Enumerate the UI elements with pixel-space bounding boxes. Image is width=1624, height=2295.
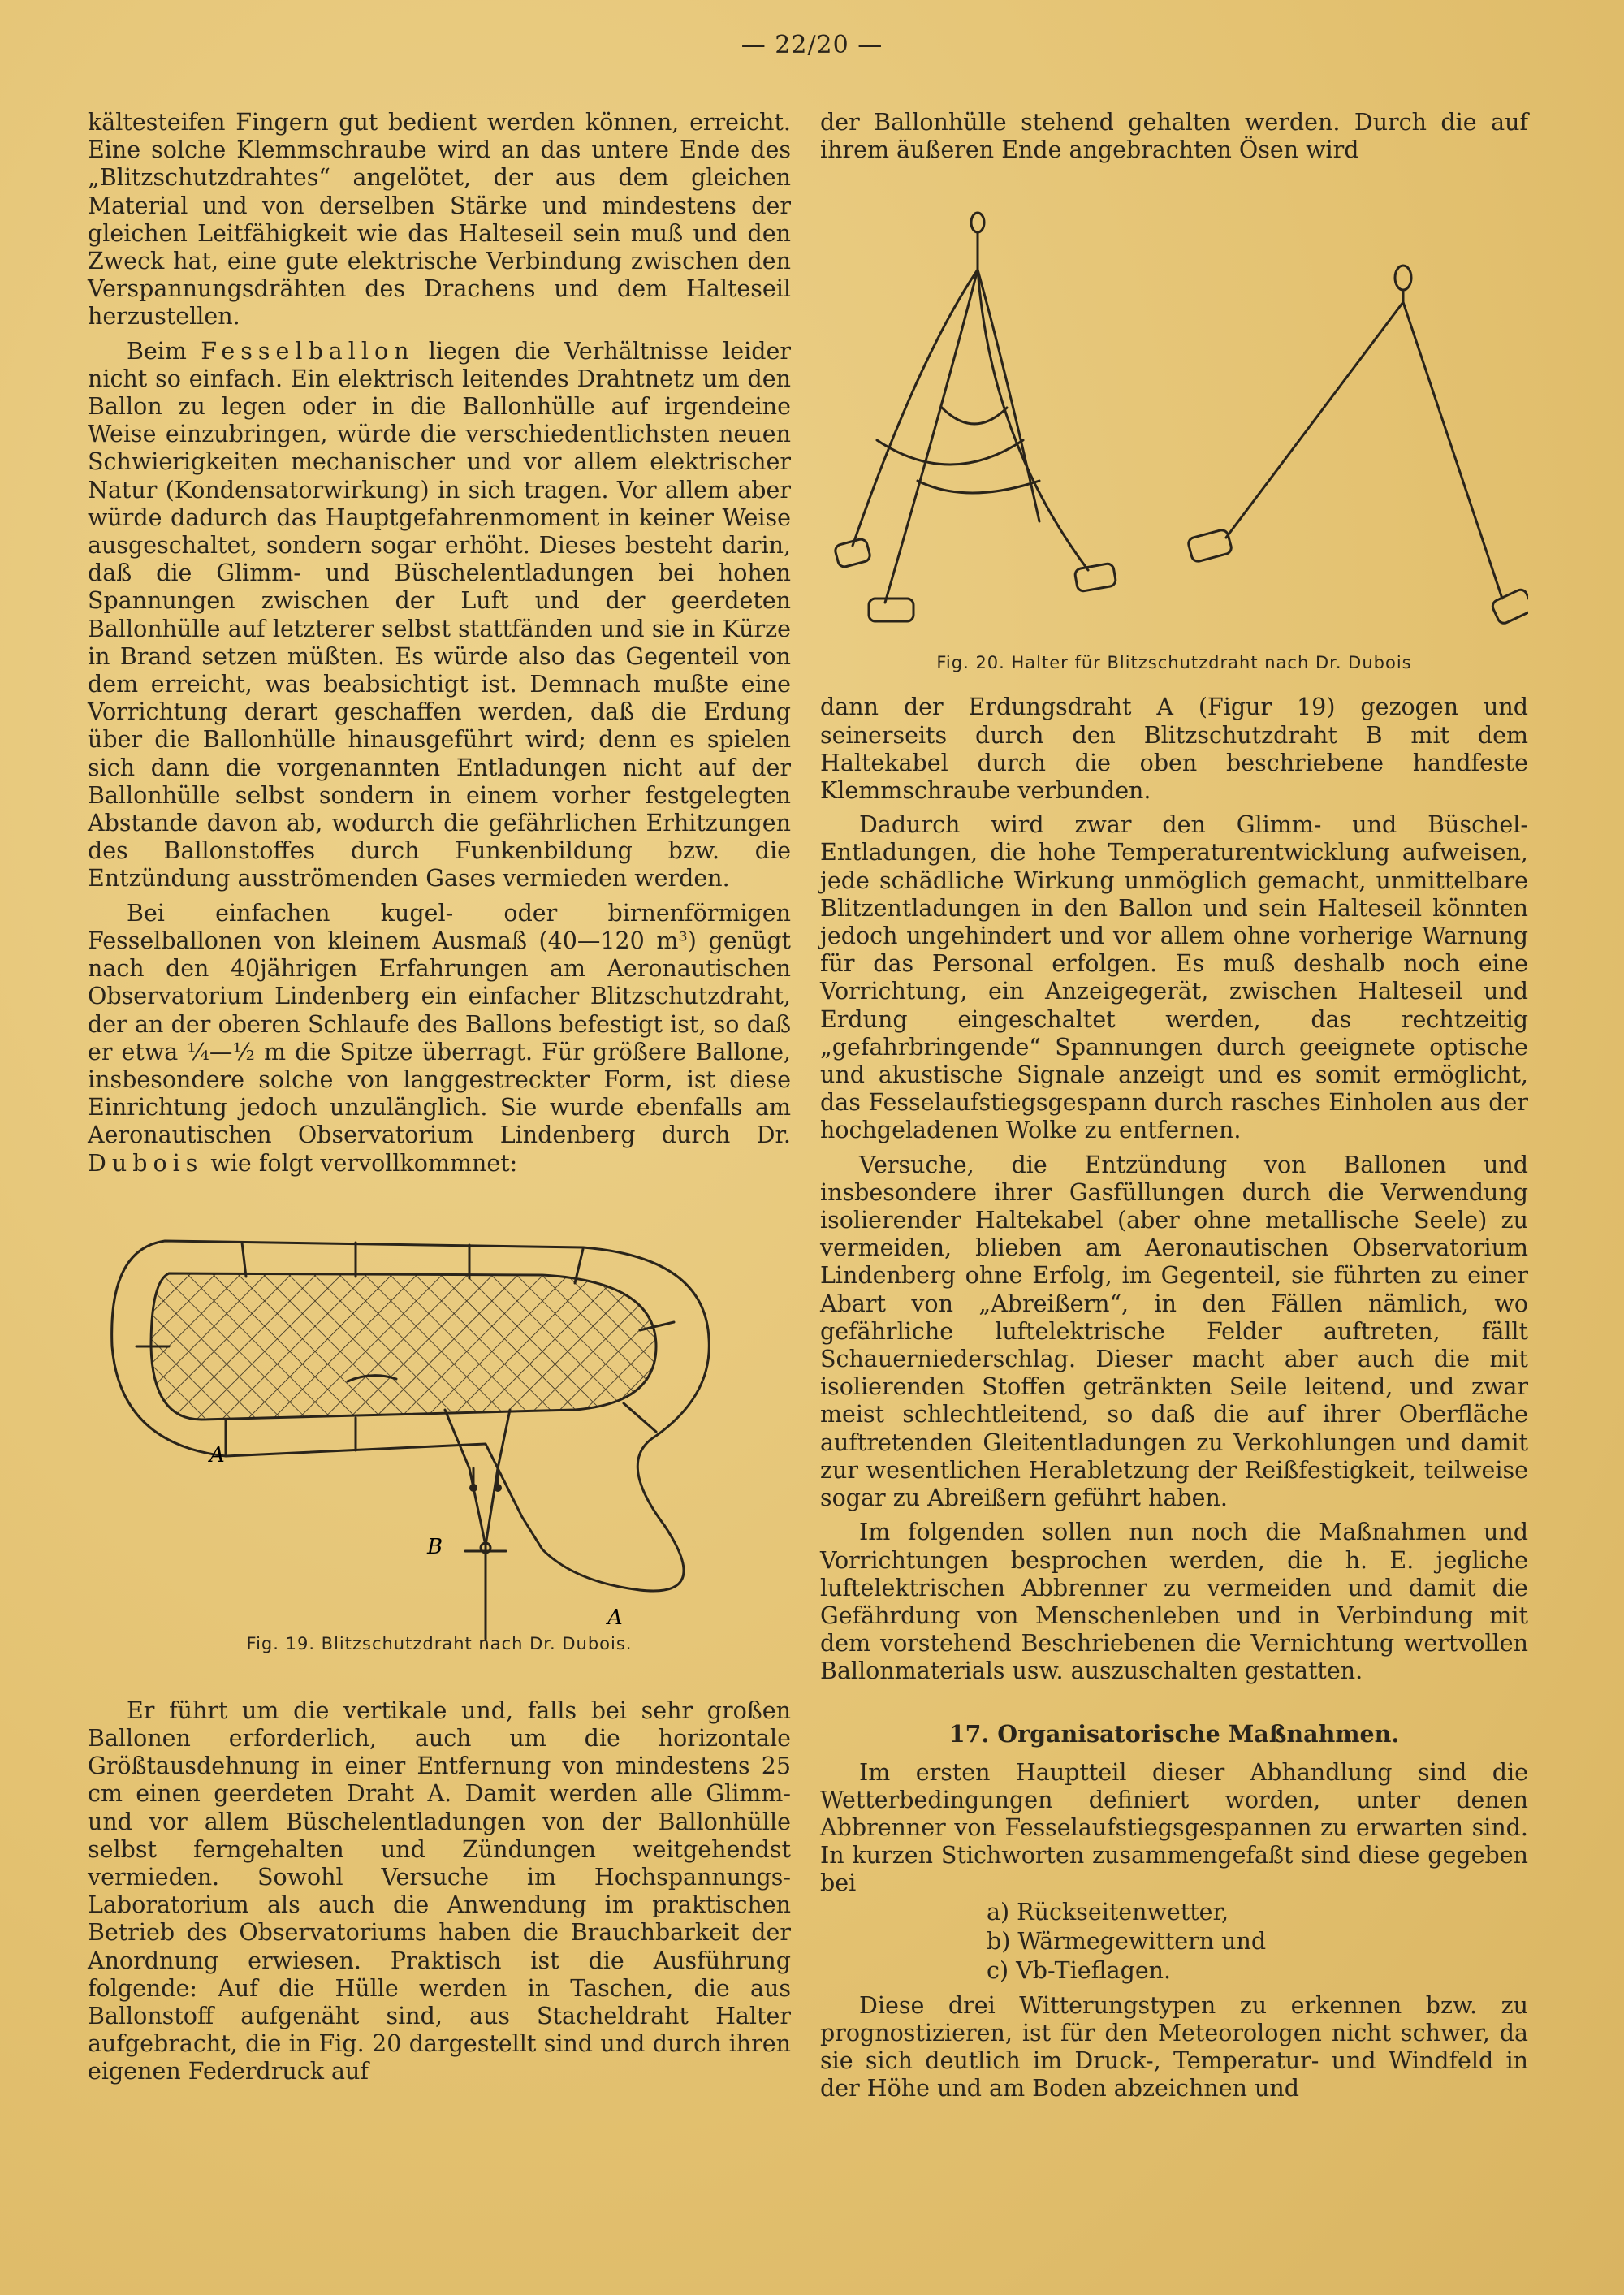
paragraph: dann der Erdungsdraht A (Figur 19) gezogen und seinerseits durch den Blitzschutzdraht B mit dem Haltekabel durch die oben beschriebene handfeste Klemmschraube verbunden. — [820, 694, 1528, 805]
left-column — [88, 109, 791, 2086]
paragraph: kältesteifen Fingern gut bedient werden können, erreicht. Eine solche Klemmschraube wird an das untere Ende des „Blitzschutzdrahtes“ angelötet, der aus dem gleichen Material und von derselben Stärke und mindestens der gleichen Leitfähigkeit wie das Halteseil sein muß und den Zweck hat, eine gute elektrische Verbindung zwischen den Verspannungsdrähten des Drachens und dem Halteseil herzustellen. — [88, 109, 791, 331]
balloon-diagram — [88, 1225, 791, 1655]
text-run: Beim — [127, 337, 187, 365]
conditions-list — [987, 1898, 1528, 1986]
paragraph — [88, 900, 791, 1178]
list-item: b) Wärmegewittern und — [987, 1927, 1267, 1955]
list-item: c) Vb-Tieflagen. — [987, 1956, 1172, 1984]
text-run: Bei einfachen kugel- oder birnenförmigen Fesselballonen von kleinem Ausmaß (40—120 m³) genügt nach den 40jährigen Erfahrungen am Aeronautischen Observatorium Lindenberg ein einfacher Blitzschutzdraht, der an der oberen Schlaufe des Ballons befestigt ist, so daß er etwa ¼—½ m die Spitze überragt. Für größere Ballone, insbesondere solche von langgestreckter Form, ist diese Einrichtung jedoch unzulänglich. Sie wurde ebenfalls am Aeronautischen Observatorium Lindenberg durch Dr. — [88, 899, 791, 1149]
figure-20-caption: Fig. 20. Halter für Blitzschutzdraht nach Dr. Dubois — [936, 653, 1412, 673]
label-a-upper: A — [209, 1442, 225, 1467]
page-number: — 22/20 — — [741, 31, 883, 59]
figure-19-caption: Fig. 19. Blitzschutzdraht nach Dr. Dubois. — [246, 1633, 633, 1653]
paragraph: Versuche, die Entzündung von Ballonen und insbesondere ihrer Gasfüllungen durch die Verwendung isolierender Haltekabel (aber ohne metallische Seele) zu vermeiden, blieben am Aeronautischen Observatorium Lindenberg ohne Erfolg, im Gegenteil, sie führten zu einer Abart von „Abreißern“, in den Fällen nämlich, wo gefährliche luftelektrische Felder auftreten, fällt Schauerniederschlag. Dieser macht aber auch die mit isolierenden Stoffen getränkten Seile leitend, und zwar meist schlechtleitend, so daß die auf ihrer Oberfläche auftretenden Gleitentladungen zu Verkohlungen und damit zur wesentlichen Herabletzung der Reißfestigkeit, teilweise sogar zu Abreißern geführt haben. — [820, 1151, 1528, 1512]
figure-20 — [820, 197, 1528, 672]
label-a-lower: A — [607, 1605, 623, 1630]
label-b: B — [427, 1534, 443, 1559]
paragraph: Im folgenden sollen nun noch die Maßnahmen und Vorrichtungen besprochen werden, die h. E. jegliche luftelektrischen Abbrenner zu vermeiden und damit die Gefährdung von Menschenleben und in Verbindung mit dem vorstehend Beschriebenen die Vernichtung wertvollen Ballonmaterials usw. auszuschalten gestatten. — [820, 1519, 1528, 1685]
right-column — [820, 109, 1528, 2103]
paragraph: Dadurch wird zwar den Glimm- und Büschel-Entladungen, die hohe Temperaturentwicklung aufweisen, jede schädliche Wirkung unmöglich gemacht, unmittelbare Blitzentladungen in den Ballon und sein Halteseil könnten jedoch ungehindert und vor allem ohne vorherige Warnung für das Personal erfolgen. Es muß deshalb noch eine Vorrichtung, ein Anzeigegerät, zwischen Halteseil und Erdung eingeschaltet werden, das rechtzeitig „gefahrbringende“ Spannungen durch geeignete optische und akustische Signale anzeigt und es somit ermöglicht, das Fesselaufstiegsgespann durch rasches Einholen aus der hochgeladenen Wolke zu entfernen. — [820, 811, 1528, 1144]
holder-diagram — [820, 197, 1528, 635]
text-run: wie folgt vervollkommnet: — [210, 1149, 518, 1177]
emphasis-fesselballon: Fesselballon — [201, 337, 415, 365]
emphasis-dubois: Dubois — [88, 1149, 204, 1177]
list-item: a) Rückseitenwetter, — [987, 1898, 1229, 1925]
section-heading: 17. Organisatorische Maßnahmen. — [948, 1719, 1400, 1748]
paragraph: Diese drei Witterungstypen zu erkennen bzw. zu prognostizieren, ist für den Meteorologen nicht schwer, da sie sich deutlich im Druck-, Temperatur- und Windfeld in der Höhe und am Boden abzeichnen und — [820, 1991, 1528, 2103]
paragraph: der Ballonhülle stehend gehalten werden. Durch die auf ihrem äußeren Ende angebrachten Ösen wird — [820, 109, 1528, 164]
paragraph: Er führt um die vertikale und, falls bei sehr großen Ballonen erforderlich, auch um die horizontale Größtausdehnung in einer Entfernung von mindestens 25 cm einen geerdeten Draht A. Damit werden alle Glimm- und vor allem Büschelentladungen von der Ballonhülle selbst ferngehalten und Zündungen weitgehendst vermieden. Sowohl Versuche im Hochspannungs-Laboratorium als auch die Anwendung im praktischen Betrieb des Observatoriums haben die Brauchbarkeit der Anordnung erwiesen. Praktisch ist die Ausführung folgende: Auf die Hülle werden in Taschen, die aus Ballonstoff aufgenäht sind, aus Stacheldraht Halter aufgebracht, die in Fig. 20 dargestellt sind und durch ihren eigenen Federdruck auf — [88, 1696, 791, 2085]
figure-19 — [88, 1225, 791, 1653]
text-run: liegen die Verhältnisse leider nicht so einfach. Ein elektrisch leitendes Drahtnetz um den Ballon zu legen oder in die Ballonhülle auf irgendeine Weise einzubringen, würde die verschiedentlichsten neuen Schwierigkeiten mechanischer und vor allem elektrischer Natur (Kondensatorwirkung) in sich tragen. Vor allem aber würde dadurch das Hauptgefahrenmoment in keiner Weise ausgeschaltet, sondern sogar erhöht. Dieses besteht darin, daß die Glimm- und Büschelentladungen bei hohen Spannungen zwischen der Luft und der geerdeten Ballonhülle auf letzterer selbst stattfänden und sie in Kürze in Brand setzen müßten. Es würde also das Gegenteil von dem erreicht, was beabsichtigt ist. Demnach mußte eine Vorrichtung derart geschaffen werden, daß die Erdung über die Ballonhülle hinausgeführt wird; denn es spielen sich dann die vorgenannten Entladungen nicht auf der Ballonhülle selbst sondern in einem vorher festgelegten Abstande davon ab, wodurch die gefährlichen Erhitzungen des Ballonstoffes durch Funkenbildung bzw. die Entzündung ausströmenden Gases vermieden werden. — [88, 337, 791, 892]
paragraph: Im ersten Hauptteil dieser Abhandlung sind die Wetterbedingungen definiert worden, unter denen Abbrenner von Fesselaufstiegsgespannen zu erwarten sind. In kurzen Stichworten zusammengefaßt sind diese gegeben bei — [820, 1758, 1528, 1897]
paragraph — [88, 338, 791, 893]
